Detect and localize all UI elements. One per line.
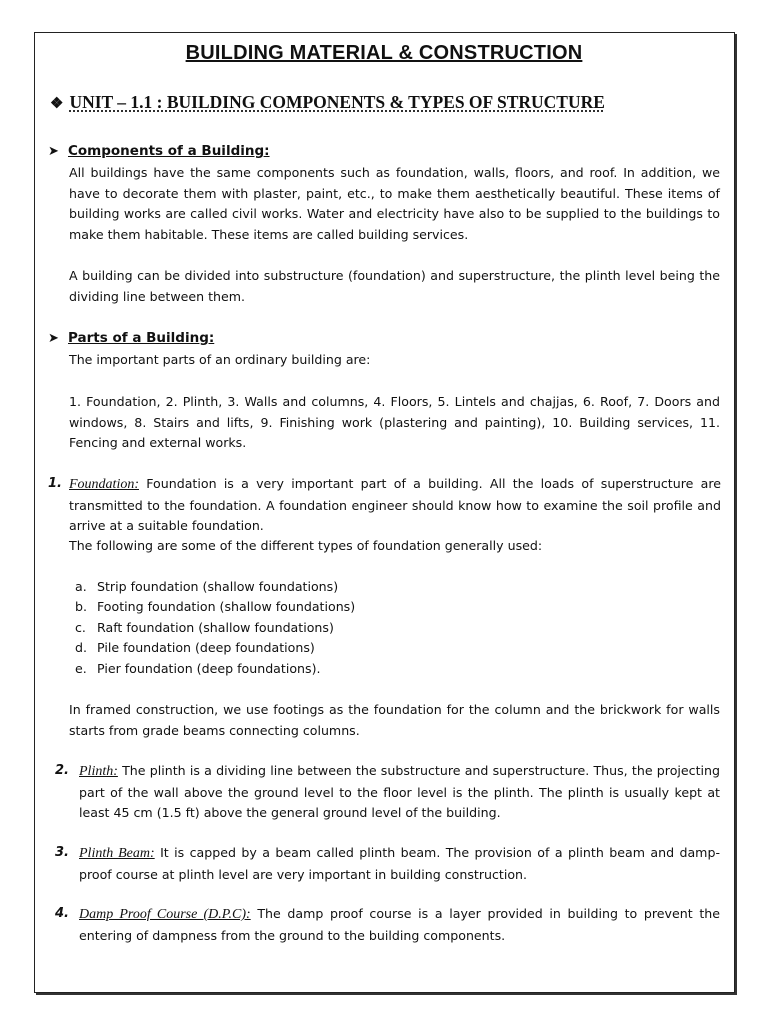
plinth-beam-text: It is capped by a beam called plinth beam. The provision of a plinth beam and damp-proof course at plinth level are very important in building construction.	[79, 845, 720, 882]
parts-heading	[48, 330, 214, 346]
foundation-followup: The following are some of the different types of foundation generally used:	[69, 538, 543, 553]
item-number: 4.	[55, 906, 69, 921]
components-paragraph-2: A building can be divided into substructure (foundation) and superstructure, the plinth level being the dividing line between them.	[69, 268, 720, 304]
arrow-bullet-icon: ➤	[48, 144, 59, 159]
plinth-beam-term: Plinth Beam:	[79, 846, 155, 861]
unit-heading	[50, 92, 605, 113]
item-number: 3.	[55, 845, 69, 860]
foundation-paragraph	[69, 474, 721, 537]
foundation-type-item: d. Pile foundation (deep foundations)	[75, 640, 315, 655]
document-title: BUILDING MATERIAL & CONSTRUCTION	[185, 42, 583, 64]
plinth-beam-paragraph	[79, 843, 720, 885]
foundation-type-item: c. Raft foundation (shallow foundations)	[75, 620, 334, 635]
components-heading	[48, 143, 270, 159]
unit-heading-text: UNIT – 1.1 : BUILDING COMPONENTS & TYPES OF STRUCTURE	[69, 92, 605, 112]
plinth-paragraph	[79, 761, 720, 824]
dpc-paragraph	[79, 904, 720, 946]
dpc-text: The damp proof course is a layer provided in building to prevent the entering of dampness from the ground to the building components.	[79, 906, 720, 943]
framed-construction-paragraph: In framed construction, we use footings as the foundation for the column and the brickwork for walls starts from grade beams connecting columns.	[69, 702, 720, 738]
arrow-bullet-icon: ➤	[48, 331, 59, 346]
dpc-term: Damp Proof Course (D.P.C):	[79, 907, 251, 922]
parts-intro: The important parts of an ordinary building are:	[69, 352, 371, 367]
components-heading-text: Components of a Building:	[68, 143, 270, 159]
parts-list-paragraph: 1. Foundation, 2. Plinth, 3. Walls and columns, 4. Floors, 5. Lintels and chajjas, 6. Roof, 7. Doors and windows, 8. Stairs and lifts, 9. Finishing work (plastering and painting), 10. Building services, 11. Fencing and external works.	[69, 394, 720, 451]
components-paragraph-1: All buildings have the same components such as foundation, walls, floors, and roof. In addition, we have to decorate them with plaster, paint, etc., to make them aesthetically beautiful. These items of building works are called civil works. Water and electricity have also to be supplied to the buildings to make them habitable. These items are called building services.	[69, 165, 720, 242]
item-number: 2.	[55, 763, 69, 778]
parts-heading-text: Parts of a Building:	[68, 330, 215, 346]
foundation-text: Foundation is a very important part of a building. All the loads of superstructure are transmitted to the foundation. A foundation engineer should know how to examine the soil profile and arrive at a suitable foundation.	[69, 476, 721, 534]
foundation-type-item: e. Pier foundation (deep foundations).	[75, 661, 321, 676]
item-number: 1.	[48, 476, 62, 491]
foundation-type-item: b. Footing foundation (shallow foundations)	[75, 599, 356, 614]
diamond-bullet-icon: ❖	[50, 96, 64, 112]
plinth-text: The plinth is a dividing line between the substructure and superstructure. Thus, the projecting part of the wall above the ground level to the floor level is the plinth. The plinth is usually kept at least 45 cm (1.5 ft) above the general ground level of the building.	[79, 763, 720, 821]
foundation-term: Foundation:	[69, 477, 139, 492]
plinth-term: Plinth:	[79, 764, 118, 779]
foundation-type-item: a. Strip foundation (shallow foundations)	[75, 579, 339, 594]
